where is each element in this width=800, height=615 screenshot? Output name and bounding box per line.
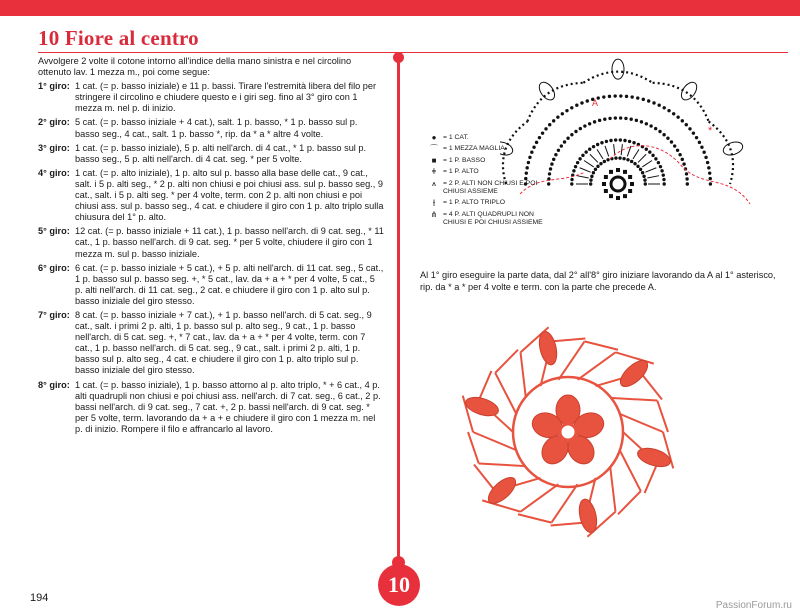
- legend-text: = 4 P. ALTI QUADRUPLI NON CHIUSI E POI CHIUSI ASSIEME: [443, 210, 543, 227]
- chain-dot: [667, 109, 670, 112]
- chain-dot: [645, 148, 648, 151]
- page-title: 10 Fiore al centro: [38, 26, 199, 50]
- chain-dot: [586, 99, 589, 102]
- lattice-strand: [495, 373, 516, 414]
- chain-dot: [544, 127, 547, 130]
- sc-mark: [616, 168, 620, 172]
- round-label: 6° giro:: [38, 262, 70, 273]
- chain-dot: [626, 158, 629, 161]
- chain-dot: [572, 169, 575, 172]
- legend-text: = 1 MEZZA MAGLIA: [443, 145, 505, 153]
- chain-dot: [642, 175, 645, 178]
- center-ring: [611, 177, 625, 191]
- legend-text: = 1 P. ALTO: [443, 168, 479, 176]
- chain-dot: [630, 160, 633, 163]
- chain-dot: [574, 130, 577, 133]
- chain-dot: [593, 120, 596, 123]
- chain-dot: [685, 123, 688, 126]
- chain-dot: [662, 178, 665, 181]
- sc-mark: [628, 175, 632, 179]
- chain-dot: [681, 119, 684, 122]
- sc-mark: [604, 189, 608, 193]
- chain-dot: [648, 150, 651, 153]
- chain-dot: [676, 115, 679, 118]
- lattice-strand: [479, 371, 492, 401]
- round-label: 1° giro:: [38, 81, 70, 92]
- chain-dot: [608, 117, 611, 120]
- chain-dot: [570, 182, 573, 185]
- intro-text: Avvolgere 2 volte il cotone intorno all'indice della mano sinistra e nel circolino ottenuto lav. 1 mezza m., poi come segue:: [38, 56, 352, 78]
- chain-dot: [619, 116, 622, 119]
- round-label: 4° giro:: [38, 167, 70, 178]
- chain-dot: [685, 172, 688, 175]
- chain-dot: [600, 141, 603, 144]
- chain-dot: [651, 154, 654, 157]
- round-text: 6 cat. (= p. basso iniziale + 5 cat.), + 5 p. alti nell'arch. di 11 cat. seg., 5 cat., 1 p. basso sul p. basso seg. +, * 5 cat., lav. da + a + * per 4 volte, 5 cat., 5 p. alti nell'arch. di 11 cat. seg., 2 cat. e chiudere il giro con 1 p. alto sul p. basso iniziale del giro stesso.: [75, 262, 384, 306]
- chain-dot: [692, 131, 695, 134]
- chain-dot: [588, 148, 591, 151]
- chain-dot: [622, 157, 625, 160]
- chain-dot: [548, 123, 551, 126]
- lattice-strand: [558, 341, 584, 379]
- dc-stitch: [605, 146, 609, 156]
- legend-text: = 1 P. BASSO: [443, 156, 486, 164]
- dc-stitch: [590, 154, 598, 162]
- chain-dot: [557, 149, 560, 152]
- chain-dot: [550, 162, 553, 165]
- chain-dot: [578, 157, 581, 160]
- round-label: 7° giro:: [38, 309, 70, 320]
- chain-dot: [663, 106, 666, 109]
- sc-mark: [628, 189, 632, 193]
- chain-icon: ●: [431, 133, 437, 142]
- chain-dot: [609, 139, 612, 142]
- chain-dot: [625, 95, 628, 98]
- chain-dot: [632, 141, 635, 144]
- diagram-label-a: A: [592, 98, 599, 108]
- legend-item: [425, 157, 548, 165]
- symbol-legend: [425, 134, 548, 231]
- cluster-mark: [536, 79, 557, 102]
- flower-center: [560, 424, 576, 440]
- lattice-strand: [552, 338, 586, 341]
- chain-dot: [672, 112, 675, 115]
- dc-stitch: [584, 160, 594, 166]
- legend-text: = 1 CAT.: [443, 134, 469, 141]
- chain-dot: [584, 150, 587, 153]
- chain-dot: [592, 171, 595, 174]
- chain-dot: [596, 143, 599, 146]
- instructions-column: [38, 56, 384, 438]
- round-label: 5° giro:: [38, 226, 70, 237]
- round-row: [38, 81, 384, 114]
- chain-dot: [654, 127, 657, 130]
- triple-crochet-icon: ⫲: [432, 198, 436, 208]
- chain-dot: [698, 141, 701, 144]
- chain-dot: [570, 178, 573, 181]
- page-number: 194: [30, 592, 49, 604]
- chain-dot: [649, 124, 652, 127]
- round-text: 8 cat. (= p. basso iniziale + 7 cat.), + 1 p. basso nell'arch. di 5 cat. seg., 9 cat., salt. i primi 2 p. alti, 1 p. basso sul p. alto seg., 9 cat., 1 p. basso nell'arch. di 5 cat. seg. +, * 7 cat., lav. da + a + * per 4 volte, term. con 7 cat., 1 p. basso nell'arch. di 5 cat. seg., 9 cat., salt. i primi 2 p. alti, 1 p. basso sul p. alto seg., 4 cat. e chiudere il giro con 1 p. alto triplo sul p. basso iniziale del giro stesso.: [75, 309, 372, 376]
- chain-dot: [570, 133, 573, 136]
- chain-dot: [618, 156, 621, 159]
- lattice-strand: [620, 450, 641, 491]
- chain-dot: [614, 116, 617, 119]
- sc-mark: [623, 194, 627, 198]
- chain-dot: [686, 182, 689, 185]
- round-text: 12 cat. (= p. basso iniziale + 11 cat.), 1 p. basso nell'arch. di 9 cat. seg., * 11 cat., 1 p. basso nell'arch. di 9 cat. seg. * per 5 volte, chiudere il giro con 1 mezza m. sul p. basso iniziale.: [75, 226, 384, 259]
- lattice-strand: [521, 484, 559, 511]
- round-row: [38, 226, 384, 259]
- dc-stitch: [645, 168, 656, 172]
- chain-dot: [676, 149, 679, 152]
- lattice-strand: [657, 401, 668, 432]
- sc-mark: [623, 170, 627, 174]
- chain-dot: [552, 158, 555, 161]
- chain-dot: [580, 101, 583, 104]
- double-crochet-icon: ǂ: [431, 167, 437, 177]
- chain-dot: [606, 158, 609, 161]
- chain-dot: [643, 178, 646, 181]
- dc-stitch: [642, 160, 652, 166]
- lattice-strand: [468, 432, 479, 463]
- chain-dot: [670, 140, 673, 143]
- chain-dot: [700, 146, 703, 149]
- lattice-strand: [616, 352, 654, 363]
- chain-dot: [688, 127, 691, 130]
- chain-dot: [624, 117, 627, 120]
- cluster-mark: [678, 79, 699, 102]
- chain-dot: [635, 119, 638, 122]
- chain-dot: [548, 172, 551, 175]
- dc-stitch: [647, 176, 659, 178]
- sc-mark: [630, 182, 634, 186]
- outer-chain-arc: [653, 83, 709, 122]
- outer-chain-arc: [527, 83, 583, 122]
- chain-dot: [659, 165, 662, 168]
- sc-mark: [616, 196, 620, 200]
- rounds-list: [38, 81, 384, 435]
- cluster-2dc-icon: ⩚: [431, 178, 437, 188]
- title-rule: [38, 52, 788, 53]
- chain-dot: [596, 165, 599, 168]
- chain-dot: [647, 99, 650, 102]
- round-text: 1 cat. (= p. basso iniziale) e 11 p. bassi. Tirare l'estremità libera del filo per stringere il circolino e chiudere questo e i giri seg. fino al 3° giro con 1 mezza m. nel p. di inizio.: [75, 81, 377, 114]
- chain-dot: [702, 151, 705, 154]
- chain-dot: [630, 95, 633, 98]
- chain-dot: [566, 137, 569, 140]
- lattice-strand: [618, 491, 641, 514]
- chain-dot: [602, 95, 605, 98]
- chain-dot: [644, 182, 647, 185]
- pattern-number-badge: 10: [378, 564, 420, 606]
- round-text: 1 cat. (= p. basso iniziale), 5 p. alti nell'arch. di 4 cat., * 1 p. basso sul p. basso seg., 5 p. alti nell'arch. di 4 cat. seg. * per 5 volte.: [75, 142, 367, 164]
- chain-dot: [579, 127, 582, 130]
- legend-item: [425, 145, 548, 153]
- chain-dot: [570, 106, 573, 109]
- chain-dot: [575, 104, 578, 107]
- legend-item: [425, 211, 548, 228]
- legend-text: = 1 P. ALTO TRIPLO: [443, 199, 506, 207]
- round-row: [38, 263, 384, 307]
- legend-text: = 2 P. ALTI NON CHIUSI E POI CHIUSI ASSIEME: [443, 179, 538, 196]
- chain-dot: [639, 168, 642, 171]
- chain-dot: [623, 139, 626, 142]
- chain-dot: [576, 161, 579, 164]
- chain-dot: [613, 94, 616, 97]
- round-row: [38, 380, 384, 435]
- single-crochet-icon: ■: [431, 155, 437, 165]
- round-label: 3° giro:: [38, 142, 70, 153]
- round-row: [38, 310, 384, 377]
- chain-dot: [592, 145, 595, 148]
- chain-dot: [707, 166, 710, 169]
- cluster-mark: [612, 59, 624, 79]
- chain-dot: [589, 182, 592, 185]
- chain-dot: [588, 122, 591, 125]
- chain-dot: [678, 153, 681, 156]
- chain-dot: [636, 96, 639, 99]
- cluster-mark: [722, 140, 745, 158]
- lattice-strand: [578, 352, 616, 379]
- sc-mark: [609, 194, 613, 198]
- round-row: [38, 117, 384, 139]
- chain-dot: [660, 169, 663, 172]
- chain-dot: [681, 158, 684, 161]
- chain-dot: [704, 156, 707, 159]
- round-row: [38, 168, 384, 223]
- chain-dot: [695, 136, 698, 139]
- sc-mark: [602, 182, 606, 186]
- chain-dot: [682, 162, 685, 165]
- dc-stitch: [638, 154, 646, 162]
- chain-dot: [619, 94, 622, 97]
- outer-chain-arc: [583, 72, 652, 83]
- chain-dot: [652, 101, 655, 104]
- legend-item: [425, 134, 548, 142]
- lattice-strand: [641, 373, 662, 400]
- cluster-4quad-icon: ⋔: [430, 209, 438, 219]
- chain-dot: [636, 165, 639, 168]
- chain-dot: [706, 161, 709, 164]
- divider-bead-top: [393, 52, 404, 63]
- chain-dot: [709, 182, 712, 185]
- chain-dot: [561, 112, 564, 115]
- chain-dot: [657, 104, 660, 107]
- lattice-strand: [645, 463, 658, 493]
- chain-dot: [641, 171, 644, 174]
- chain-dot: [633, 162, 636, 165]
- chain-dot: [685, 177, 688, 180]
- round-text: 1 cat. (= p. alto iniziale), 1 p. alto sul p. basso alla base delle cat., 9 cat., salt. i 5 p. alti seg., * 2 p. alti non chiusi e poi chiusi ass. sul p. basso seg., 9 cat., salt. i 5 p. alti seg. * per 4 volte, term. con 2 p. alti non chiusi e poi chiusi ass. sul p. basso seg., 4 cat. e chiudere il giro con 1 p. alto triplo sulla chiusura del 1° p. alto.: [75, 167, 384, 223]
- top-accent-bar: [0, 0, 800, 16]
- chain-dot: [605, 140, 608, 143]
- slip-stitch-icon: ⌒: [430, 144, 438, 154]
- lattice-strand: [610, 466, 615, 512]
- lattice-strand: [479, 463, 526, 466]
- chain-dot: [560, 144, 563, 147]
- chain-dot: [603, 118, 606, 121]
- chain-dot: [563, 140, 566, 143]
- round-text: 5 cat. (= p. basso iniziale + 4 cat.), salt. 1 p. basso, * 1 p. basso sul p. basso seg., 4 cat., salt. 1 p. basso *, rip. da * a * altre 4 volte.: [75, 117, 358, 139]
- chain-dot: [629, 118, 632, 121]
- round-label: 8° giro:: [38, 379, 70, 390]
- chain-dot: [657, 161, 660, 164]
- round-row: [38, 143, 384, 165]
- chain-dot: [565, 109, 568, 112]
- chain-dot: [708, 171, 711, 174]
- chain-dot: [663, 182, 666, 185]
- chain-dot: [594, 168, 597, 171]
- lattice-strand: [551, 523, 585, 526]
- dc-stitch: [597, 149, 603, 159]
- chain-dot: [709, 177, 712, 180]
- chain-dot: [645, 122, 648, 125]
- chain-dot: [556, 115, 559, 118]
- dc-stitch: [580, 168, 591, 172]
- lattice-strand: [474, 464, 495, 491]
- chain-dot: [658, 130, 661, 133]
- chain-dot: [552, 119, 555, 122]
- chain-dot: [642, 98, 645, 101]
- chain-dot: [608, 95, 611, 98]
- chain-dot: [554, 153, 557, 156]
- chain-dot: [628, 140, 631, 143]
- round-text: 1 cat. (= p. basso iniziale), 1 p. basso attorno al p. alto triplo, * + 6 cat., 4 p. alti quadrupli non chiusi e poi chiusi ass. nell'arch. di 7 cat. seg., 6 cat., 2 p. bassi nell'arch. di 9 cat. seg., 7 cat. +, 2 p. bassi nell'arch. di 9 cat. seg. * per 5 volte, term. lavorando da + a + e chiudere il giro con 1 mezza m. nel p. di inizio. Rompere il filo e affrancarlo al lavoro.: [75, 379, 381, 434]
- lattice-strand: [552, 484, 578, 522]
- lattice-strand: [521, 352, 526, 398]
- chain-dot: [673, 144, 676, 147]
- sc-mark: [609, 170, 613, 174]
- lattice-strand: [518, 514, 552, 522]
- legend-item: [425, 168, 548, 176]
- chain-dot: [603, 160, 606, 163]
- chain-dot: [590, 175, 593, 178]
- chain-dot: [614, 138, 617, 141]
- chain-dot: [581, 154, 584, 157]
- chain-dot: [619, 138, 622, 141]
- chart-caption: Al 1° giro eseguire la parte data, dal 2° all'8° giro iniziare lavorando da A al 1° asterisco, rip. da * a * per 4 volte e term. con la parte che precede A.: [420, 270, 776, 292]
- finished-motif-photo: [443, 312, 693, 552]
- legend-item: [425, 180, 548, 197]
- dc-stitch: [577, 176, 589, 178]
- dc-stitch: [614, 144, 615, 155]
- lattice-strand: [482, 500, 520, 511]
- dc-stitch: [633, 149, 639, 159]
- chain-dot: [654, 157, 657, 160]
- lattice-strand: [495, 350, 518, 373]
- lattice-strand: [473, 432, 516, 450]
- chain-dot: [574, 165, 577, 168]
- chain-dot: [640, 120, 643, 123]
- chain-dot: [662, 173, 665, 176]
- chain-dot: [549, 167, 552, 170]
- legend-item: [425, 199, 548, 207]
- center-divider: [397, 58, 400, 558]
- chain-dot: [598, 119, 601, 122]
- chain-dot: [614, 156, 617, 159]
- chain-dot: [599, 162, 602, 165]
- chain-dot: [666, 137, 669, 140]
- sc-mark: [604, 175, 608, 179]
- chain-dot: [583, 124, 586, 127]
- lattice-strand: [584, 341, 618, 349]
- watermark: PassionForum.ru: [715, 600, 792, 611]
- diagram-label-star: *: [708, 125, 713, 137]
- chain-dot: [662, 133, 665, 136]
- lattice-strand: [620, 414, 663, 432]
- lattice-strand: [610, 398, 657, 401]
- chain-dot: [589, 178, 592, 181]
- round-label: 2° giro:: [38, 117, 70, 128]
